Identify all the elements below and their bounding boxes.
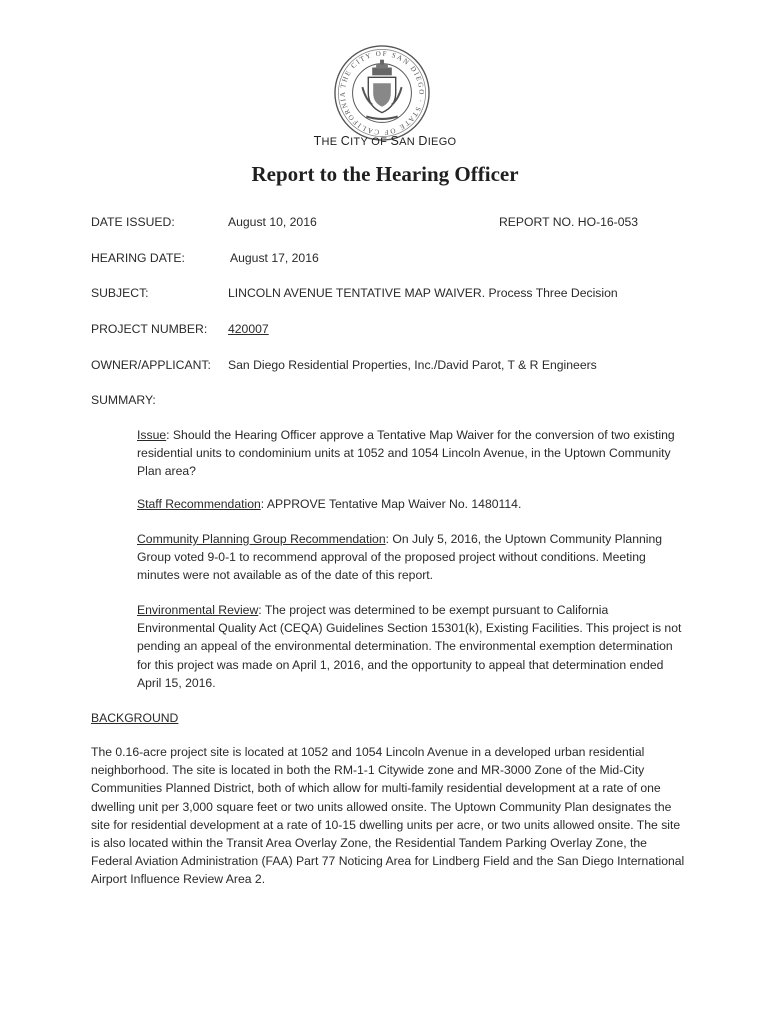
environmental-review-text: : The project was determined to be exempt pursuant to California Environmental Quality Act (CEQA) Guidelines Section 15301(k), Existing Facilities. This project is not pending an appeal of the environmental determination. The environmental exemption determination for this project was made on April 1, 2016, and the opportunity to appeal that determination ended April 15, 2016. bbox=[137, 603, 682, 690]
subject-label: SUBJECT: bbox=[91, 286, 149, 300]
date-issued-label: DATE ISSUED: bbox=[91, 215, 175, 229]
community-planning-text: : On July 5, 2016, the Uptown Community Planning Group voted 9-0-1 to recommend approval of the proposed project without conditions. Meeting minutes were not available as of the date of this report. bbox=[137, 532, 663, 583]
city-name-heading: THE CITY OF SAN DIEGO bbox=[313, 134, 457, 148]
background-heading: BACKGROUND bbox=[91, 711, 179, 725]
summary-environmental-review-paragraph bbox=[137, 601, 685, 692]
subject-value: LINCOLN AVENUE TENTATIVE MAP WAIVER. Process Three Decision bbox=[228, 286, 618, 300]
report-title: Report to the Hearing Officer bbox=[251, 162, 519, 186]
project-number-label: PROJECT NUMBER: bbox=[91, 322, 208, 336]
staff-recommendation-text: : APPROVE Tentative Map Waiver No. 1480114. bbox=[260, 497, 522, 511]
background-paragraph: The 0.16-acre project site is located at 1052 and 1054 Lincoln Avenue in a developed urban residential neighborhood. The site is located in both the RM-1-1 Citywide zone and MR-3000 Zone of the Mid-City Communities Planned District, both of which allow for multi-family residential development at a rate of one dwelling unit per 3,000 square feet or two units allowed onsite. The Uptown Community Plan designates the site for residential development at a rate of 10-15 dwelling units per acre, or two units allowed onsite. The site is also located within the Transit Area Overlay Zone, the Residential Tandem Parking Overlay Zone, the Federal Aviation Administration (FAA) Part 77 Noticing Area for Lindberg Field and the San Diego International Airport Influence Review Area 2. bbox=[91, 745, 685, 887]
hearing-date-label: HEARING DATE: bbox=[91, 251, 185, 265]
summary-issue-paragraph bbox=[137, 426, 685, 481]
project-number-link[interactable]: 420007 bbox=[228, 322, 269, 336]
summary-community-planning-paragraph bbox=[137, 530, 685, 585]
summary-staff-recommendation-paragraph bbox=[137, 495, 685, 513]
svg-text:THE CITY OF SAN DIEGO · STATE: THE CITY OF SAN DIEGO · STATE OF CALIFORNIA bbox=[338, 49, 426, 137]
report-number: REPORT NO. HO-16-053 bbox=[499, 215, 639, 229]
issue-heading: Issue bbox=[137, 428, 167, 442]
owner-applicant-value: San Diego Residential Properties, Inc./David Parot, T & R Engineers bbox=[228, 358, 597, 372]
staff-recommendation-heading: Staff Recommendation bbox=[137, 497, 261, 511]
community-planning-heading: Community Planning Group Recommendation bbox=[137, 532, 386, 546]
owner-applicant-label: OWNER/APPLICANT: bbox=[91, 358, 211, 372]
date-issued-value: August 10, 2016 bbox=[228, 215, 317, 229]
environmental-review-heading: Environmental Review bbox=[137, 603, 259, 617]
summary-label: SUMMARY: bbox=[91, 393, 156, 407]
city-seal-logo bbox=[333, 44, 431, 142]
hearing-date-value: August 17, 2016 bbox=[230, 251, 319, 265]
issue-text: : Should the Hearing Officer approve a Tentative Map Waiver for the conversion of two existing residential units to condominium units at 1052 and 1054 Lincoln Avenue, in the Uptown Community Plan area? bbox=[137, 428, 675, 479]
